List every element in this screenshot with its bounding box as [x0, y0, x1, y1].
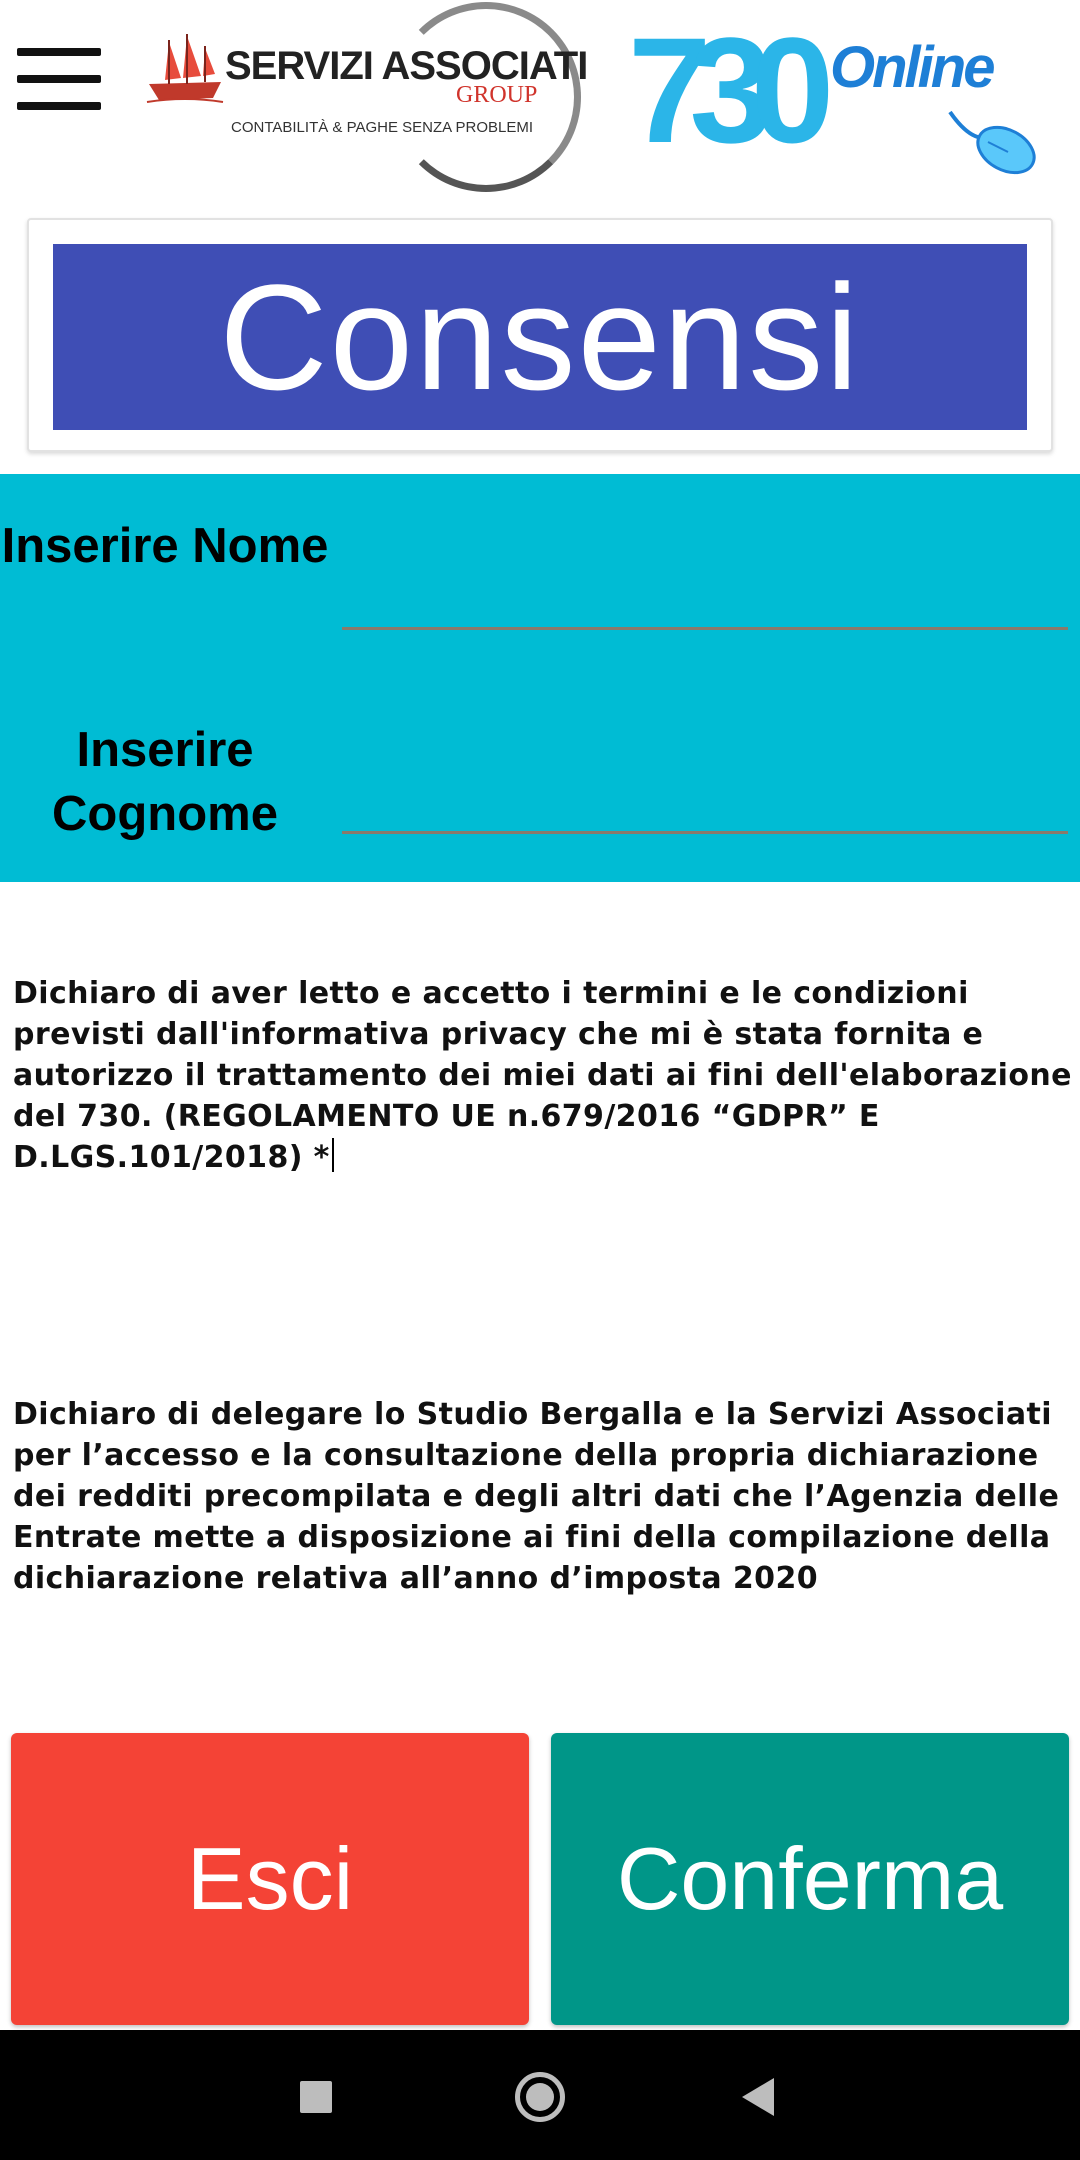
confirm-button[interactable]: Conferma	[551, 1733, 1069, 2025]
surname-label: Inserire Cognome	[52, 723, 278, 841]
name-label: Inserire Nome	[1, 519, 329, 573]
exit-button[interactable]: Esci	[11, 1733, 529, 2025]
logo-subtitle: GROUP	[456, 82, 538, 108]
logo-title: SERVIZI ASSOCIATI	[225, 44, 588, 88]
surname-row	[0, 678, 1080, 882]
servizi-associati-logo	[145, 0, 590, 195]
page-title: Consensi	[53, 244, 1027, 430]
ship-icon	[145, 32, 225, 107]
logo-730: 730	[628, 6, 813, 174]
title-card	[27, 218, 1053, 452]
privacy-consent-label: Dichiaro di aver letto e accetto i termini e le condizioni previsti dall'informativa privacy che mi è stata fornita e autorizzo il trattamento dei miei dati ai fini dell'elaborazione del 730. (REGOLAMENTO UE n.679/2016 “GDPR” E D.LGS.101/2018) *	[13, 976, 1072, 1175]
computer-mouse-icon	[948, 108, 1040, 180]
recents-icon[interactable]	[300, 2081, 332, 2113]
logo-online: Online	[830, 35, 993, 100]
delegation-consent-label: Dichiaro di delegare lo Studio Bergalla e la Servizi Associati per l’accesso e la consultazione della propria dichiarazione dei redditi precompilata e degli altri dati che l’Agenzia delle Entrate mette a disposizione ai fini della compilazione della dichiarazione relativa all’anno d’imposta 2020	[13, 1397, 1060, 1596]
name-input[interactable]	[342, 560, 1068, 630]
surname-input[interactable]	[342, 764, 1068, 834]
home-icon[interactable]	[515, 2072, 565, 2122]
delegation-consent-text[interactable]	[13, 1394, 1073, 1599]
app-header	[0, 0, 1080, 200]
hamburger-menu-icon[interactable]	[17, 48, 101, 110]
back-icon[interactable]	[742, 2078, 774, 2116]
privacy-consent-text[interactable]	[13, 973, 1073, 1178]
system-navigation-bar	[0, 2030, 1080, 2160]
name-row	[0, 474, 1080, 678]
personal-data-form	[0, 474, 1080, 882]
text-cursor	[332, 1138, 334, 1172]
logo-tagline: CONTABILITÀ & PAGHE SENZA PROBLEMI	[231, 119, 534, 136]
